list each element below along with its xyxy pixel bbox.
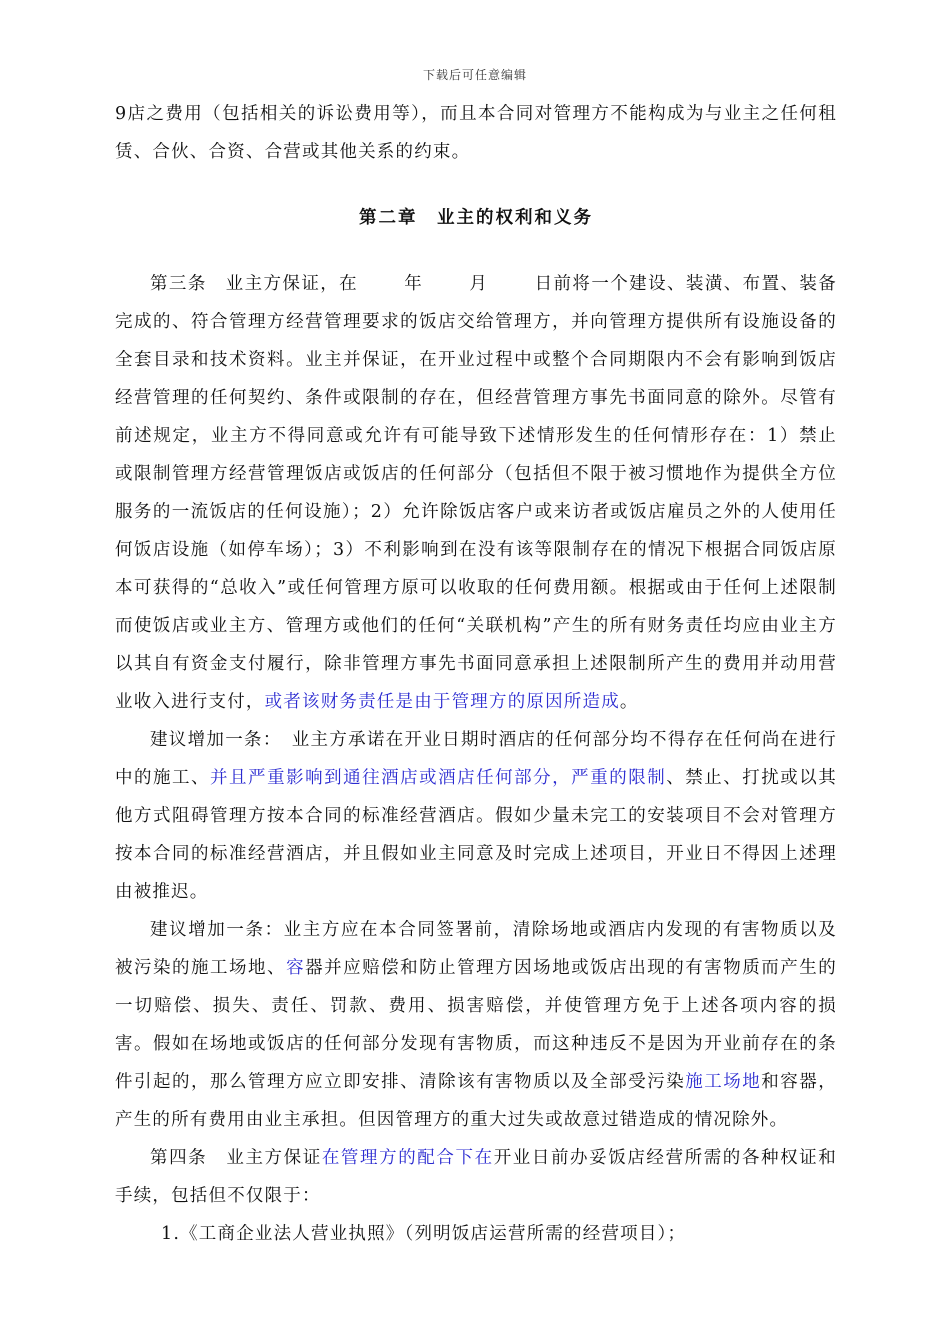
article-four-text: 第四条 业主方保证 [150, 1148, 322, 1168]
suggestion-one-rest: 、禁止、打扰或以其他方式阻碍管理方按本合同的标准经营酒店。假如少量未完工的安装项目不会对管理方按本合同的标准经营酒店，并且假如业主同意及时完成上述项目，开业日不得因上述理由被推迟。 [115, 768, 837, 902]
chapter-title: 第二章 业主的权利和义务 [359, 208, 593, 228]
paragraph-text: 9店之费用（包括相关的诉讼费用等），而且本合同对管理方不能构成为与业主之任何租赁、合伙、合资、合营或其他关系的约束。 [115, 104, 837, 162]
paragraph-continuation [115, 95, 837, 171]
suggestion-two-text: 建议增加一条：业主方应在本合同签署前，清除场地或酒店内发现的有害物质以及被污染的施工场地、 [115, 920, 837, 978]
article-four [115, 1139, 837, 1215]
suggestion-two-end: 和容器，产生的所有费用由业主承担。但因管理方的重大过失或故意过错造成的情况除外。 [115, 1072, 837, 1130]
revision-blue-text: 在管理方的配合下在 [321, 1148, 494, 1168]
revision-blue-text: 容 [286, 958, 306, 978]
list-item: 1.《工商企业法人营业执照》（列明饭店运营所需的经营项目）； [161, 1224, 687, 1244]
article-three-body: 日前将一个建设、装潢、布置、装备完成的、符合管理方经营管理要求的饭店交给管理方，并向管理方提供所有设施设备的全套目录和技术资料。业主并保证，在开业过程中或整个合同期限内不会有影响到饭店经营管理的任何契约、条件或限制的存在，但经营管理方事先书面同意的除外。尽管有前述规定，业主方不得同意或允许有可能导致下述情形发生的任何情形存在：1）禁止或限制管理方经营管理饭店或饭店的任何部分（包括但不限于被习惯地作为提供全方位服务的一流饭店的任何设施）；2）允许除饭店客户或来访者或饭店雇员之外的人使用任何饭店设施（如停车场）；3）不利影响到在没有该等限制存在的情况下根据合同饭店原本可获得的“总收入”或任何管理方原可以收取的任何费用额。根据或由于任何上述限制而使饭店或业主方、管理方或他们的任何“关联机构”产生的所有财务责任均应由业主方以其自有资金支付履行，除非管理方事先书面同意承担上述限制所产生的费用并动用营业收入进行支付， [115, 274, 838, 712]
suggestion-two-mid: 器并应赔偿和防止管理方因场地或饭店出现的有害物质而产生的一切赔偿、损失、责任、罚款、费用、损害赔偿，并使管理方免于上述各项内容的损害。假如在场地或饭店的任何部分发现有害物质，而这种违反不是因为开业前存在的条件引起的，那么管理方应立即安排、清除该有害物质以及全部受污染 [115, 958, 837, 1092]
revision-blue-text: 并且严重影响到通往酒店或酒店任何部分，严重的限制 [210, 768, 667, 788]
document-body [115, 95, 837, 1253]
month-label: 月 [469, 274, 489, 294]
article-three-end: 。 [619, 692, 639, 712]
article-three-intro: 第三条 业主方保证，在 [150, 274, 359, 294]
page-header: 下载后可任意编辑 [422, 68, 527, 82]
suggestion-one [115, 721, 837, 911]
article-three [115, 265, 837, 721]
article-four-rest: 开业日前办妥饭店经营所需的各种权证和手续，包括但不仅限于： [115, 1148, 837, 1206]
suggestion-one-text: 建议增加一条： 业主方承诺在开业日期时酒店的任何部分均不得存在任何尚在进行中的施工、 [115, 730, 837, 788]
year-label: 年 [404, 274, 424, 294]
revision-blue-text: 或者该财务责任是由于管理方的原因所造成 [264, 692, 620, 712]
revision-blue-text: 施工场地 [685, 1072, 762, 1092]
suggestion-two [115, 911, 837, 1139]
